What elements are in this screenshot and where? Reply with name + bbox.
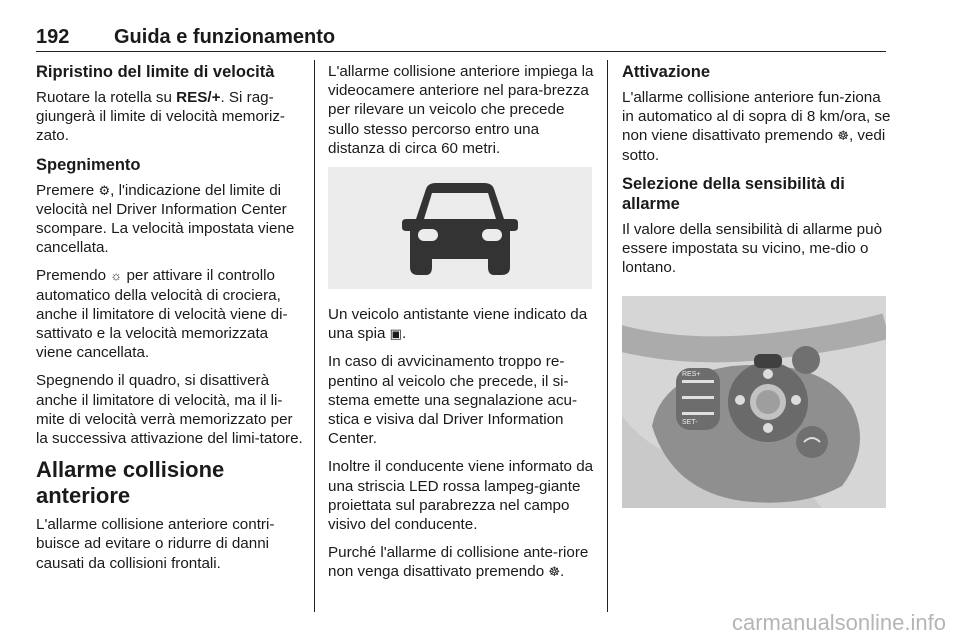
wheel-set-label: SET- (682, 419, 698, 427)
paragraph-warning: In caso di avvicinamento troppo re-pentino al veicolo che precede, il si-stema emette una segnalazione acu-stica e visiva dal Driver Information Center. (328, 353, 578, 448)
paragraph-restore: Ruotare la rotella su RES/+. Si rag-giungerà il limite di velocità memoriz-zato. (36, 89, 285, 145)
heading-restore: Ripristino del limite di velocità (36, 63, 275, 81)
speed-limiter-icon: ⚙ (98, 182, 111, 198)
heading-forward-collision: Allarme collisione anteriore (36, 457, 225, 509)
paragraph-activation: L'allarme collisione anteriore fun-ziona in automatico al di sopra di 8 km/ora, se non viene disattivato premendo ☸, vedi sotto. (622, 89, 891, 164)
paragraph-sensitivity: Il valore della sensibilità di allarme può essere impostata su vicino, me-dio o lontano. (622, 220, 883, 277)
car-front-icon (402, 179, 518, 277)
vehicle-ahead-illustration (328, 167, 592, 289)
paragraph-deactivate: Purché l'allarme di collisione ante-riore non venga disattivato premendo ☸. (328, 544, 589, 581)
paragraph-forward-collision: L'allarme collisione anteriore contri-buisce ad evitare o ridurre di danni causati da collisioni frontali. (36, 516, 275, 572)
column-divider-2 (607, 60, 608, 612)
paragraph-off-3: Spegnendo il quadro, si disattiverà anche il limitatore di velocità, ma il li-mite di velocità verrà memorizzato per la successiva attivazione del limi-tatore. (36, 372, 303, 448)
paragraph-off-1: Premere ⚙, l'indicazione del limite di velocità nel Driver Information Center scompare. La velocità impostata viene cancellata. (36, 181, 295, 257)
steering-wheel-controls-illustration (622, 296, 886, 508)
heading-off: Spegnimento (36, 155, 141, 174)
paragraph-indicator: Un veicolo antistante viene indicato da una spia ▣. (328, 306, 588, 343)
paragraph-off-2: Premendo ☼ per attivare il controllo automatico della velocità di crociera, anche il limitatore di velocità viene di-sattivato e la velocità memorizzata viene cancellata. (36, 267, 288, 362)
column-3 (622, 62, 892, 514)
page-number: 192 (36, 26, 70, 48)
paragraph-led: Inoltre il conducente viene informato da una striscia LED rossa lampeg-giante proiettata sul parabrezza nel campo visivo del conducente. (328, 458, 594, 534)
chapter-title: Guida e funzionamento (114, 26, 336, 48)
wheel-res-label: RES+ (682, 371, 701, 379)
header-rule (36, 51, 886, 52)
collision-alert-icon: ☸ (548, 564, 561, 580)
column-divider-1 (314, 60, 315, 612)
watermark: carmanualsonline.info (731, 610, 946, 635)
column-2 (328, 62, 596, 591)
heading-activation: Attivazione (622, 63, 711, 81)
cruise-control-icon: ☼ (110, 268, 123, 284)
column-1 (36, 62, 304, 582)
vehicle-ahead-icon: ▣ (389, 326, 402, 342)
page-header (36, 26, 886, 52)
paragraph-camera: L'allarme collisione anteriore impiega la videocamere anteriore nel para-brezza per rilevare un veicolo che precede sullo stesso percorso entro una distanza di circa 60 metri. (328, 63, 594, 157)
heading-sensitivity: Selezione della sensibilità di allarme (622, 174, 845, 213)
res-label: RES/+ (176, 89, 221, 106)
collision-alert-icon: ☸ (837, 128, 849, 144)
